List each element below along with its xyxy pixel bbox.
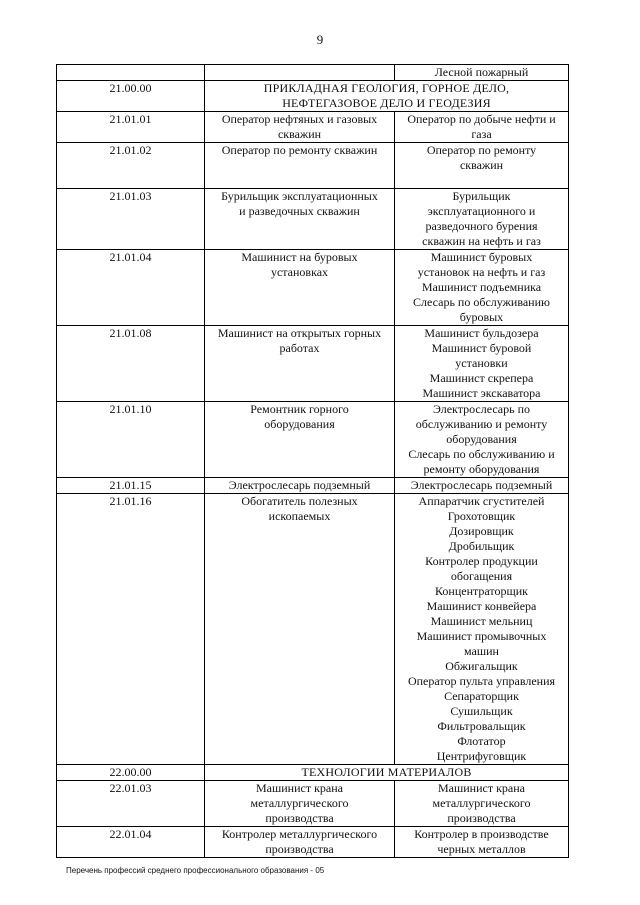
cell-line: скважин (459, 158, 504, 172)
cell-line: Машинист конвейера (426, 599, 537, 613)
cell-line (398, 173, 565, 188)
cell-line: оборудования (446, 432, 517, 446)
cell-line: Машинист бульдозера (424, 326, 539, 340)
cell-line: газа (471, 127, 492, 141)
cell-line: Флотатор (457, 734, 506, 748)
table-row (57, 65, 569, 81)
profession-name-cell (205, 112, 395, 143)
section-title-cell (205, 81, 569, 112)
cell-line: Машинист крана (256, 781, 343, 795)
cell-line: буровых (459, 310, 504, 324)
related-professions-cell (395, 143, 569, 189)
cell-line: Электрослесарь подземный (410, 478, 553, 492)
cell-line: Слесарь по обслуживанию (413, 295, 550, 309)
table-row (57, 189, 569, 250)
table-row (57, 326, 569, 402)
cell-line: разведочного бурения (425, 219, 538, 233)
cell-line: Машинист буровой (431, 341, 532, 355)
profession-name-cell (205, 781, 395, 827)
cell-line: установках (270, 265, 329, 279)
cell-line: НЕФТЕГАЗОВОЕ ДЕЛО И ГЕОДЕЗИЯ (282, 96, 491, 110)
related-professions-cell (395, 494, 569, 765)
table-row (57, 827, 569, 858)
cell-line: установки (455, 356, 508, 370)
related-professions-cell (395, 326, 569, 402)
code-cell: 21.01.10 (57, 402, 205, 478)
table-row (57, 494, 569, 765)
table-row (57, 250, 569, 326)
code-cell: 21.01.08 (57, 326, 205, 402)
cell-line: Дробильщик (448, 539, 515, 553)
code-cell: 21.01.03 (57, 189, 205, 250)
cell-line: Машинист скрепера (429, 371, 534, 385)
section-row (57, 81, 569, 112)
code-cell: 21.00.00 (57, 81, 205, 112)
cell-line: черных металлов (437, 842, 526, 856)
cell-line: Оператор по добыче нефти и (407, 112, 556, 126)
cell-line: Фильтровальщик (437, 719, 526, 733)
cell-line: обогащения (450, 569, 513, 583)
code-cell: 21.01.16 (57, 494, 205, 765)
cell-line: Слесарь по обслуживанию и (408, 447, 555, 461)
cell-line: Обжигальщик (445, 659, 518, 673)
cell-line: Оператор по ремонту скважин (221, 143, 378, 157)
cell-line: Сепараторщик (444, 689, 519, 703)
cell-line: обслуживанию и ремонту (415, 417, 548, 431)
related-professions-cell (395, 112, 569, 143)
cell-line: Электрослесарь по (432, 402, 531, 416)
cell-line: производства (265, 842, 334, 856)
cell-line: Бурильщик (452, 189, 511, 203)
cell-line: Контролер продукции (425, 554, 538, 568)
cell-line: Машинист экскаватора (422, 386, 541, 400)
related-professions-cell (395, 65, 569, 81)
cell-line: Машинист промывочных (416, 629, 547, 643)
cell-line: Оператор нефтяных и газовых (221, 112, 378, 126)
code-cell: 21.01.15 (57, 478, 205, 494)
code-cell: 21.01.01 (57, 112, 205, 143)
profession-name-cell (205, 326, 395, 402)
cell-line: работах (279, 341, 320, 355)
cell-line: Сушильщик (450, 704, 513, 718)
cell-line: оборудования (264, 417, 335, 431)
related-professions-cell (395, 402, 569, 478)
cell-line: эксплуатационного и (427, 204, 536, 218)
cell-line: Обогатитель полезных (241, 494, 358, 508)
profession-name-cell (205, 189, 395, 250)
table-row (57, 143, 569, 189)
cell-line: машин (464, 644, 499, 658)
cell-line: Машинист на буровых (241, 250, 358, 264)
cell-line: скважин (277, 127, 322, 141)
table-row (57, 112, 569, 143)
related-professions-cell (395, 189, 569, 250)
profession-name-cell (205, 250, 395, 326)
code-cell: 21.01.02 (57, 143, 205, 189)
related-professions-cell (395, 250, 569, 326)
cell-line: Машинист подъемника (421, 280, 542, 294)
cell-line: Машинист крана (438, 781, 525, 795)
cell-line: ПРИКЛАДНАЯ ГЕОЛОГИЯ, ГОРНОЕ ДЕЛО, (263, 81, 510, 95)
related-professions-cell (395, 781, 569, 827)
table-row (57, 478, 569, 494)
section-title-cell (205, 765, 569, 781)
cell-line: Лесной пожарный (434, 65, 529, 79)
cell-line: Аппаратчик сгустителей (418, 494, 545, 508)
cell-line: Машинист буровых (430, 250, 533, 264)
cell-line: производства (447, 811, 516, 825)
cell-line: Машинист на открытых горных (217, 326, 382, 340)
related-professions-cell (395, 827, 569, 858)
cell-line: Бурильщик эксплуатационных (221, 189, 378, 203)
profession-name-cell (205, 65, 395, 81)
profession-name-cell (205, 478, 395, 494)
footer-note: Перечень профессий среднего профессионального образования - 05 (66, 866, 325, 875)
cell-line: скважин на нефть и газ (422, 234, 541, 248)
cell-line: Оператор по ремонту (426, 143, 537, 157)
cell-line: ремонту оборудования (423, 462, 540, 476)
code-cell (57, 65, 205, 81)
cell-line: металлургического (250, 796, 349, 810)
code-cell: 21.01.04 (57, 250, 205, 326)
profession-name-cell (205, 494, 395, 765)
cell-line: установок на нефть и газ (417, 265, 546, 279)
table-row (57, 402, 569, 478)
table-row (57, 781, 569, 827)
cell-line: производства (265, 811, 334, 825)
cell-line: Ремонтник горного (250, 402, 349, 416)
cell-line: Электрослесарь подземный (228, 478, 371, 492)
code-cell: 22.01.04 (57, 827, 205, 858)
cell-line: металлургического (432, 796, 531, 810)
cell-line: и разведочных скважин (239, 204, 360, 218)
cell-line: Машинист мельниц (430, 614, 533, 628)
cell-line: Оператор пульта управления (407, 674, 556, 688)
code-cell: 22.01.03 (57, 781, 205, 827)
cell-line: Контролер металлургического (221, 827, 378, 841)
profession-name-cell (205, 402, 395, 478)
cell-line: ископаемых (268, 509, 331, 523)
cell-line: Концентраторщик (435, 584, 528, 598)
profession-name-cell (205, 827, 395, 858)
cell-line: Контролер в производстве (414, 827, 549, 841)
cell-line: ТЕХНОЛОГИИ МАТЕРИАЛОВ (301, 765, 472, 779)
code-cell: 22.00.00 (57, 765, 205, 781)
cell-line: Грохотовщик (447, 509, 516, 523)
cell-line: Центрифуговщик (436, 749, 527, 763)
section-row (57, 765, 569, 781)
cell-line: Дозировщик (449, 524, 514, 538)
professions-table (56, 64, 569, 858)
profession-name-cell (205, 143, 395, 189)
related-professions-cell (395, 478, 569, 494)
page-number: 9 (316, 32, 324, 47)
